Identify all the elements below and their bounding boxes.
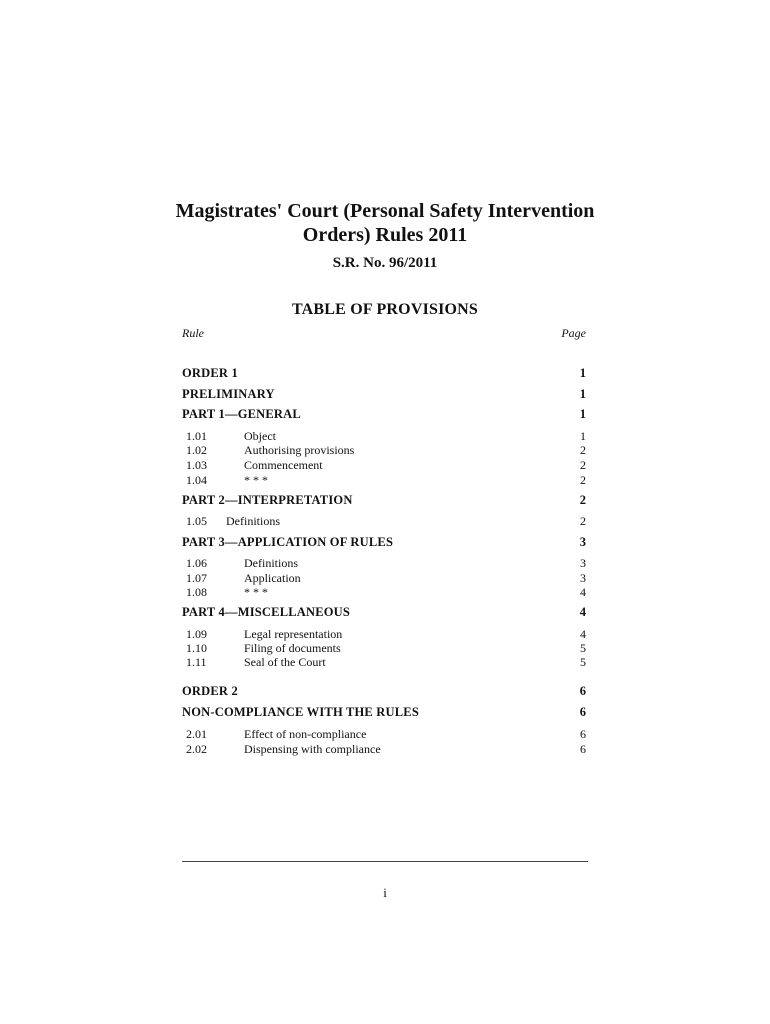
toc-label: Filing of documents [244, 641, 341, 655]
toc-page-number: 1 [579, 387, 586, 401]
toc-entry-row [182, 443, 586, 459]
toc-page-number: 4 [579, 605, 586, 619]
toc-entry-row [182, 727, 586, 743]
toc-page-number: 6 [579, 684, 586, 698]
toc-heading-row [182, 535, 586, 551]
toc-page-number: 4 [580, 627, 586, 641]
page-number: i [383, 885, 387, 900]
sr-number: S.R. No. 96/2011 [332, 255, 438, 271]
toc-label: ORDER 2 [182, 684, 238, 698]
toc-page-number: 1 [579, 366, 586, 380]
toc-heading-row [182, 705, 586, 721]
toc-page-number: 6 [580, 727, 586, 741]
toc-page-number: 1 [579, 407, 586, 421]
toc-page-number: 2 [580, 473, 586, 487]
toc-heading-row [182, 366, 586, 382]
toc-rule-number: 1.01 [186, 429, 207, 443]
toc-heading-row [182, 387, 586, 403]
toc-label: Seal of the Court [244, 655, 326, 669]
toc-rule-number: 1.09 [186, 627, 207, 641]
document-title-line-2: Orders) Rules 2011 [302, 224, 468, 246]
toc-rule-number: 1.06 [186, 556, 207, 570]
toc-page-number: 6 [579, 705, 586, 719]
toc-entry-row [182, 514, 586, 530]
toc-rule-number: 1.02 [186, 443, 207, 457]
toc-label: Definitions [226, 514, 280, 528]
toc-heading-row [182, 493, 586, 509]
toc-page-number: 5 [580, 641, 586, 655]
toc-label: NON-COMPLIANCE WITH THE RULES [182, 705, 419, 719]
toc-page-number: 4 [580, 585, 586, 599]
toc-page-number: 3 [580, 556, 586, 570]
toc-label: Object [244, 429, 276, 443]
toc-rule-number: 1.11 [186, 655, 207, 669]
toc-label: * * * [244, 473, 268, 487]
toc-rule-number: 1.10 [186, 641, 207, 655]
toc-label: Authorising provisions [244, 443, 355, 457]
toc-page-number: 2 [580, 443, 586, 457]
toc-rule-number: 2.01 [186, 727, 207, 741]
toc-entry-row [182, 655, 586, 671]
document-title [0, 199, 770, 247]
toc-heading-row [182, 684, 586, 700]
toc-label: PART 1—GENERAL [182, 407, 301, 421]
toc-entry-row [182, 585, 586, 601]
toc-rule-number: 1.03 [186, 458, 207, 472]
toc-page-number: 3 [579, 535, 586, 549]
toc-page-number: 3 [580, 571, 586, 585]
toc-page-number: 2 [580, 514, 586, 528]
toc-heading-row [182, 605, 586, 621]
toc-label: Dispensing with compliance [244, 742, 381, 756]
footer-divider [182, 861, 588, 862]
toc-page-number: 1 [580, 429, 586, 443]
column-header-page: Page [561, 326, 586, 340]
toc-entry-row [182, 458, 586, 474]
toc-label: Effect of non-compliance [244, 727, 367, 741]
toc-label: PRELIMINARY [182, 387, 275, 401]
toc-page-number: 2 [579, 493, 586, 507]
toc-rule-number: 2.02 [186, 742, 207, 756]
toc-rule-number: 1.05 [186, 514, 207, 528]
toc-entry-row [182, 556, 586, 572]
toc-rule-number: 1.08 [186, 585, 207, 599]
toc-rule-number: 1.04 [186, 473, 207, 487]
toc-label: Definitions [244, 556, 298, 570]
toc-heading: TABLE OF PROVISIONS [291, 301, 479, 318]
toc-rule-number: 1.07 [186, 571, 207, 585]
toc-entry-row [182, 473, 586, 489]
toc-label: Legal representation [244, 627, 343, 641]
toc-label: PART 4—MISCELLANEOUS [182, 605, 351, 619]
toc-entry-row [182, 742, 586, 758]
toc-page-number: 2 [580, 458, 586, 472]
toc-label: * * * [244, 585, 268, 599]
toc-page-number: 5 [580, 655, 586, 669]
column-header-rule: Rule [182, 326, 204, 340]
toc-label: ORDER 1 [182, 366, 238, 380]
toc-label: PART 3—APPLICATION OF RULES [182, 535, 394, 549]
toc-label: Application [244, 571, 301, 585]
document-title-line-1: Magistrates' Court (Personal Safety Intervention [175, 200, 595, 222]
toc-heading-row [182, 407, 586, 423]
toc-page-number: 6 [580, 742, 586, 756]
toc-label: PART 2—INTERPRETATION [182, 493, 353, 507]
toc-label: Commencement [244, 458, 323, 472]
